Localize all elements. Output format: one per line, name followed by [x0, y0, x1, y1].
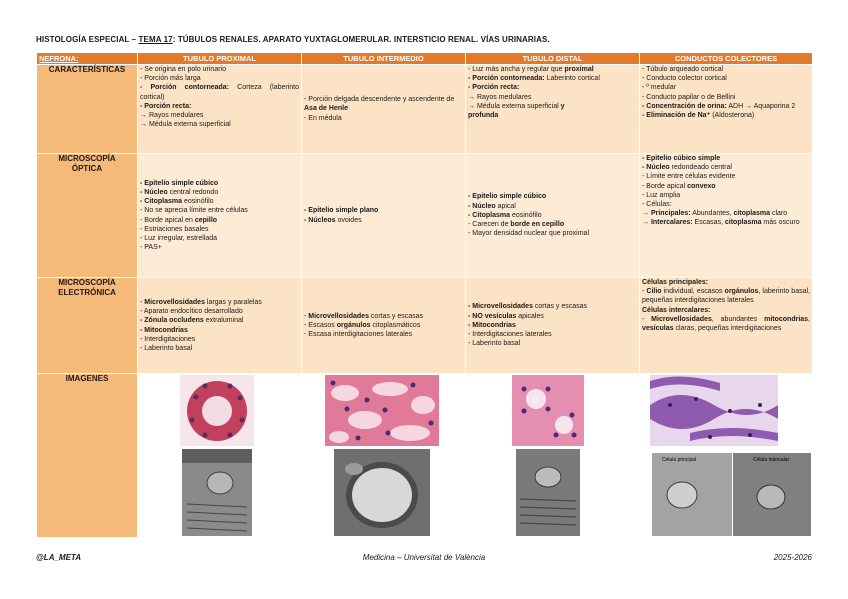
text-bold: profunda	[468, 112, 499, 120]
text-bold: - Núcleo	[642, 164, 670, 172]
text-line: - Conducto colector cortical	[642, 75, 727, 83]
text-line: ovoides	[335, 216, 362, 224]
text-line: - Estriaciones basales	[140, 225, 209, 233]
text-line: - Túbulo arqueado cortical	[642, 66, 724, 73]
text-line: - Laberinto basal	[468, 340, 521, 348]
text-bold: citoplasma	[733, 210, 771, 218]
text-line: central redondo	[167, 188, 219, 196]
text-bold: - Porción recta:	[468, 84, 520, 92]
text-line: Abundantes,	[690, 210, 734, 218]
text-line: → Rayos medulares	[468, 93, 532, 101]
row-label-caracteristicas: CARACTERÍSTICAS	[37, 65, 138, 154]
text-bold: Cilio	[646, 288, 662, 296]
text-line: apicales	[516, 312, 544, 320]
text-line: , abundantes	[711, 315, 765, 323]
text-line: eosinófilo	[510, 211, 542, 219]
micrograph-colectores-em-principal	[652, 453, 732, 536]
text-bold: - Porción contorneada:	[140, 84, 230, 92]
text-bold: - Eliminación de Na⁺	[642, 112, 711, 120]
car-distal	[466, 65, 640, 154]
text-bold: - Citoplasma	[140, 198, 183, 206]
text-line: citoplasmáticos	[370, 321, 421, 329]
text-line: - Carecen de	[468, 221, 511, 229]
row-label-optica	[37, 154, 138, 278]
text-line: - PAS+	[140, 244, 162, 252]
text-bold: - Epitelio cúbico simple	[642, 155, 721, 162]
text-line: ,	[808, 315, 810, 323]
text-bold: - Epitelio simple cúbico	[140, 179, 219, 187]
text-line: - Conducto papilar o de Bellini	[642, 93, 736, 101]
text-bold: - Epitelio simple plano	[304, 207, 379, 215]
micrograph-distal-em	[516, 449, 580, 536]
row-optica	[37, 154, 813, 278]
header-row	[37, 53, 813, 65]
text-line: → Médula externa superficial	[140, 121, 231, 129]
text-bold: - NO vesículas	[468, 312, 517, 320]
text-line: - Luz irregular, estrellada	[140, 234, 218, 242]
ele-intermedio	[302, 278, 466, 374]
text-bold: - Concentración de orina:	[642, 102, 727, 110]
text-line: - Interdigitaciones laterales	[468, 331, 552, 339]
opt-distal	[466, 154, 640, 278]
text-line: - Aparato endocítico desarrollado	[140, 308, 243, 316]
text-bold: - Citoplasma	[468, 211, 511, 219]
label-celula-principal: Célula principal	[662, 457, 697, 463]
opt-colectores	[640, 154, 813, 278]
text-line: -	[642, 288, 647, 296]
text-line: apical	[495, 202, 516, 210]
text-bold: - Zónula occludens	[140, 317, 204, 325]
micrograph-proximal-lm	[180, 375, 254, 446]
ele-colectores	[640, 278, 813, 374]
text-bold: - Porción recta:	[140, 102, 192, 110]
text-line: individual, escasos	[661, 288, 725, 296]
text-line: - No se aprecia límite entre células	[140, 207, 248, 215]
text-bold: vesículas	[642, 325, 674, 333]
text-bold: - Mitocondrias	[140, 326, 188, 334]
footer-institution: Medicina – Universitat de València	[362, 553, 486, 562]
text-bold: Asa de Henle	[304, 105, 348, 113]
footer-year: 2025-2026	[773, 553, 812, 562]
text-line: - Mayor densidad nuclear que proximal	[468, 230, 590, 238]
text-line: Corteza (laberinto cortical)	[140, 84, 299, 101]
text-bold: Células intercalares:	[642, 306, 711, 314]
text-bold: orgánulos	[724, 288, 759, 296]
text-bold: - Núcleo	[140, 188, 168, 196]
text-line: (Aldosterona)	[710, 112, 755, 120]
text-bold: - Microvellosidades	[468, 303, 533, 311]
text-line: - En médula	[304, 114, 342, 122]
ele-proximal	[138, 278, 302, 374]
micrograph-intermedio-lm	[325, 375, 439, 446]
text-bold: y	[560, 102, 565, 110]
text-bold: Microvellosidades	[144, 298, 205, 306]
text-line: - Luz más ancha y regular que	[468, 66, 565, 73]
micrograph-proximal-em	[182, 449, 252, 536]
car-colectores	[640, 65, 813, 154]
text-line: MICROSCOPÍA	[58, 154, 116, 163]
text-line: →	[642, 219, 651, 227]
text-line: - º medular	[642, 84, 677, 92]
text-line: ÓPTICA	[71, 164, 103, 173]
text-bold: Microvellosidades	[651, 315, 712, 323]
label-celula-intercalar: Célula intercalar	[753, 457, 790, 463]
col-header-intermedio: TUBULO INTERMEDIO	[302, 53, 466, 65]
car-intermedio	[302, 65, 466, 154]
text-line: - Luz amplia	[642, 191, 681, 199]
text-bold: - Porción contorneada:	[468, 75, 545, 83]
text-bold: - Mitocondrias	[468, 321, 516, 329]
opt-proximal	[138, 154, 302, 278]
text-bold: Principales:	[650, 210, 691, 218]
text-line: - Porción más larga	[140, 75, 201, 83]
text-line: - Límite entre células evidente	[642, 173, 736, 181]
text-line: cortas y escasas	[368, 312, 424, 320]
text-line: MICROSCOPÍA	[58, 278, 116, 287]
title-tema: TEMA 17	[138, 35, 173, 44]
row-label-imagenes: IMAGENES	[37, 374, 138, 538]
text-line: -	[304, 312, 309, 320]
text-bold: mitocondrias	[764, 315, 809, 323]
col-header-nefrona: NEFRONA:	[37, 53, 138, 65]
text-line: → Médula externa superficial	[468, 102, 561, 110]
text-line: - Laberinto basal	[140, 344, 193, 352]
text-line: → Rayos medulares	[140, 112, 204, 120]
text-bold: citoplasma	[724, 219, 762, 227]
text-line: Laberinto cortical	[544, 75, 600, 83]
text-bold: borde en cepillo	[510, 221, 565, 229]
text-line: , laberinto basal, pequeñas interdigitaciones laterales	[642, 288, 810, 305]
title-prefix: HISTOLOGÍA ESPECIAL –	[36, 35, 139, 44]
text-line: -	[642, 315, 652, 323]
row-caracteristicas	[37, 65, 813, 154]
ele-distal	[466, 278, 640, 374]
text-bold: - Núcleos	[304, 216, 336, 224]
text-line: ELECTRÓNICA	[58, 288, 116, 297]
text-bold: convexo	[687, 182, 716, 190]
micrograph-distal-lm	[512, 375, 584, 446]
text-line: →	[642, 210, 651, 218]
text-line: cortas y escasas	[532, 303, 588, 311]
text-line: eosinófilo	[182, 198, 214, 206]
text-bold: - Núcleo	[468, 202, 496, 210]
text-line: claras, pequeñas interdigitaciones	[673, 325, 782, 333]
footer-author: @LA_META	[36, 553, 81, 562]
text-line: - Células:	[642, 201, 672, 209]
micrograph-colectores-lm	[650, 375, 778, 446]
text-line: largas y paralelas	[204, 298, 262, 306]
text-line: - Escasa interdigitaciones laterales	[304, 331, 413, 339]
text-line: - Escasos	[304, 321, 337, 329]
opt-intermedio	[302, 154, 466, 278]
text-line: Escasas,	[692, 219, 725, 227]
micrograph-colectores-em-intercalar	[733, 453, 811, 536]
row-label-electronica	[37, 278, 138, 374]
text-line: -	[140, 298, 145, 306]
label-d: D	[533, 397, 539, 404]
title-rest: : TÚBULOS RENALES. APARATO YUXTAGLOMERULAR. INTERSTICIO RENAL. VÍAS URINARIAS.	[172, 35, 550, 44]
text-bold: cepillo	[194, 216, 218, 224]
col-header-colectores: CONDUCTOS COLECTORES	[640, 53, 813, 65]
col-header-proximal: TUBULO PROXIMAL	[138, 53, 302, 65]
text-bold: orgánulos	[336, 321, 371, 329]
text-line: - Porción delgada descendente y ascendente de	[304, 96, 455, 104]
car-proximal	[138, 65, 302, 154]
text-bold: Microvellosidades	[308, 312, 369, 320]
text-line: extraluminal	[203, 317, 244, 325]
text-bold: Intercalares:	[650, 219, 693, 227]
text-line: - Borde apical en	[140, 216, 195, 224]
text-line: - Se origina en polo urinario	[140, 66, 226, 73]
text-bold: - Epitelio simple cúbico	[468, 193, 547, 201]
text-line: - Interdigitaciones	[140, 335, 196, 343]
row-electronica	[37, 278, 813, 374]
text-line: claro	[770, 210, 788, 218]
text-bold: Células principales:	[642, 279, 709, 286]
col-header-distal: TUBULO DISTAL	[466, 53, 640, 65]
text-bold: proximal	[564, 66, 594, 73]
text-line: ADH → Aquaporina 2	[726, 102, 796, 110]
document-title	[36, 35, 550, 44]
micrograph-intermedio-em	[334, 449, 430, 536]
text-line: más oscuro	[761, 219, 800, 227]
text-line: - Borde apical	[642, 182, 688, 190]
text-line: redondeado central	[669, 164, 732, 172]
